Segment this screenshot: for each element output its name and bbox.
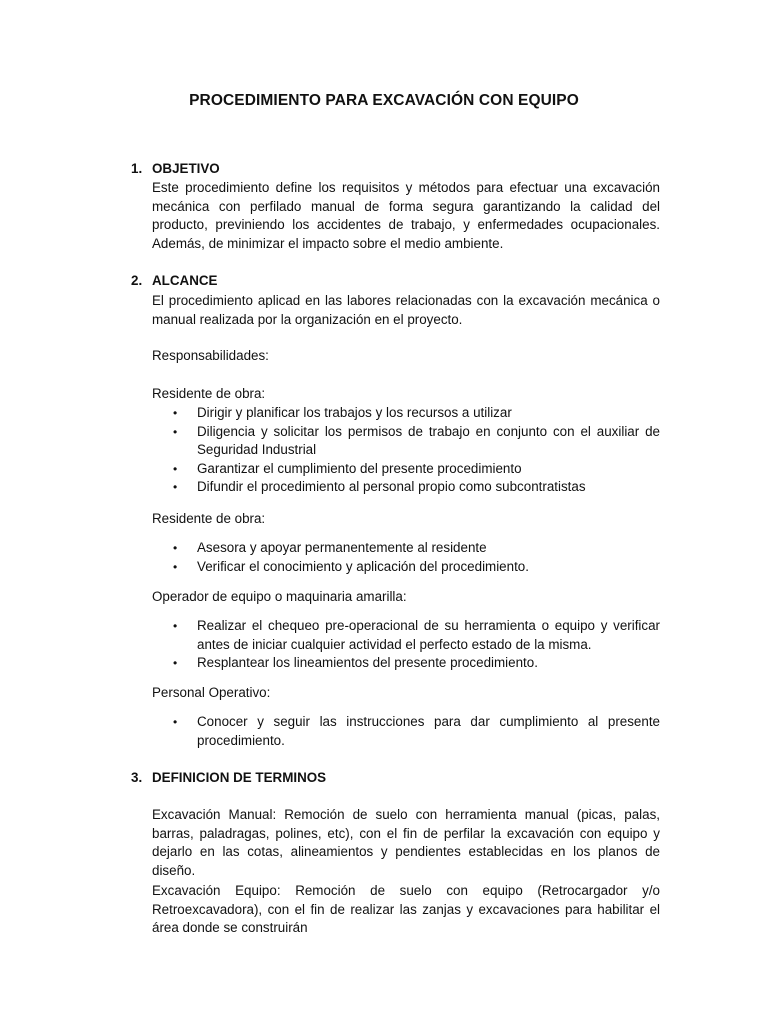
- list-item: [152, 404, 660, 423]
- bullet-list: [152, 539, 660, 576]
- bullet-icon: •: [173, 461, 178, 476]
- list-item: [152, 423, 660, 460]
- list-item-text: Resplantear los lineamientos del presente procedimiento.: [197, 655, 538, 671]
- list-item-text: Realizar el chequeo pre-operacional de su herramienta o equipo y verificar antes de iniciar cualquier actividad el perfecto estado de la misma.: [197, 618, 660, 652]
- bullet-list: [152, 713, 660, 750]
- list-item: [152, 713, 660, 750]
- term-definition: Excavación Manual: Remoción de suelo con herramienta manual (picas, palas, barras, paladragas, polines, etc), con el fin de perfilar la excavación con equipo y dejarlo en las cotas, alineamientos y pendientes establecidas en los planos de diseño.: [152, 807, 660, 878]
- section-heading-label: ALCANCE: [152, 273, 218, 288]
- objetivo-paragraph: Este procedimiento define los requisitos y métodos para efectuar una excavación mecánica con perfilado manual de forma segura garantizando la calidad del producto, previniendo los accidentes de trabajo, y enfermedades ocupacionales. Además, de minimizar el impacto sobre el medio ambiente.: [152, 180, 660, 251]
- list-item-text: Diligencia y solicitar los permisos de trabajo en conjunto con el auxiliar de Seguridad Industrial: [197, 423, 660, 458]
- bullet-icon: •: [173, 656, 178, 671]
- section-alcance-heading: [131, 272, 217, 290]
- bullet-icon: •: [173, 406, 178, 420]
- section-heading-label: DEFINICION DE TERMINOS: [152, 770, 327, 785]
- list-item-text: Conocer y seguir las instrucciones para dar cumplimiento al presente procedimiento.: [197, 714, 660, 748]
- section-heading-label: OBJETIVO: [152, 161, 220, 176]
- alcance-paragraph: El procedimiento aplicad en las labores relacionadas con la excavación mecánica o manual realizada por la organización en el proyecto.: [152, 293, 660, 327]
- bullet-icon: •: [173, 619, 178, 633]
- bullet-icon: •: [173, 480, 178, 495]
- section-number: 3.: [131, 770, 143, 785]
- bullet-list: [152, 404, 660, 497]
- document-title: PROCEDIMIENTO PARA EXCAVACIÓN CON EQUIPO: [189, 92, 579, 109]
- section-definiciones-heading: [131, 769, 326, 787]
- section-objetivo-heading: [131, 160, 220, 178]
- section-number: 1.: [131, 161, 143, 176]
- bullet-list: [152, 617, 660, 673]
- list-item-text: Difundir el procedimiento al personal propio como subcontratistas: [197, 479, 586, 495]
- list-item: [152, 558, 660, 577]
- list-item: [152, 478, 660, 497]
- list-item-text: Verificar el conocimiento y aplicación del procedimiento.: [197, 558, 529, 574]
- list-item-text: Garantizar el cumplimiento del presente procedimiento: [197, 460, 522, 476]
- list-item: [152, 654, 660, 673]
- term-definition: Excavación Equipo: Remoción de suelo con equipo (Retrocargador y/o Retroexcavadora), con el fin de realizar las zanjas y excavaciones para habilitar el área donde se construirán: [152, 883, 660, 936]
- group-label: Residente de obra:: [152, 511, 266, 526]
- list-item: [152, 539, 660, 558]
- group-label: Residente de obra:: [152, 386, 266, 401]
- group-label: Operador de equipo o maquinaria amarilla:: [152, 589, 407, 604]
- bullet-icon: •: [173, 715, 178, 729]
- list-item: [152, 460, 660, 479]
- responsabilidades-label: Responsabilidades:: [152, 348, 269, 363]
- bullet-icon: •: [173, 559, 178, 574]
- list-item: [152, 617, 660, 654]
- list-item-text: Dirigir y planificar los trabajos y los recursos a utilizar: [197, 405, 512, 420]
- list-item-text: Asesora y apoyar permanentemente al residente: [197, 540, 487, 555]
- bullet-icon: •: [173, 541, 178, 555]
- bullet-icon: •: [173, 424, 178, 439]
- section-number: 2.: [131, 273, 143, 288]
- group-label: Personal Operativo:: [152, 685, 271, 700]
